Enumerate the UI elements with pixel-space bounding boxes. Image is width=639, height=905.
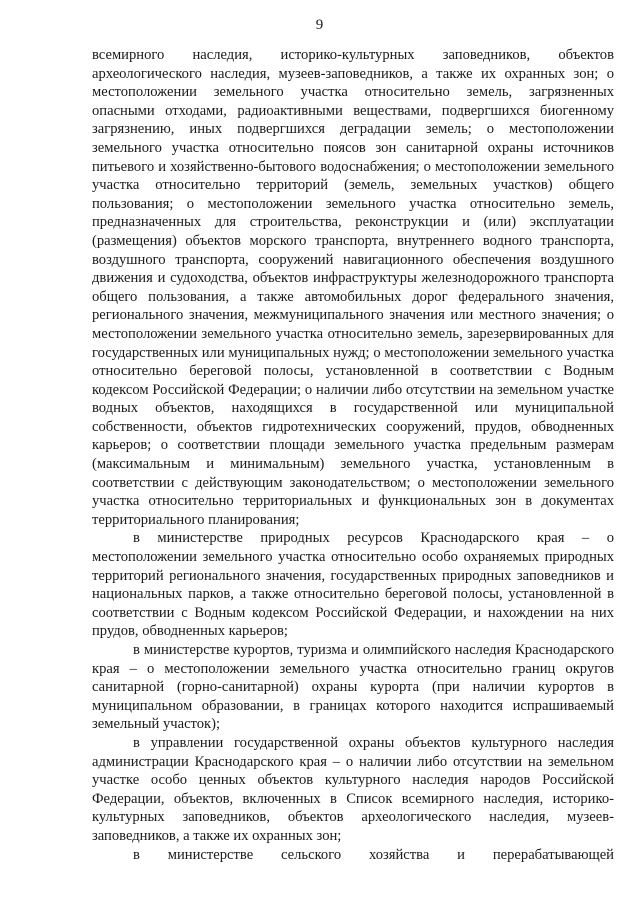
paragraph-cultural-heritage: в управлении государственной охраны объектов культурного наследия администрации Краснодарского края – о наличии либо отсутствии на земельном участке особо ценных объектов культурного наследия народов Российской Федерации, объектов, включенных в Список всемирного наследия, историко-культурных заповедников, объектов археологического наследия, музеев-заповедников, а также их охранных зон; [92,734,614,844]
page-number: 9 [315,17,324,33]
paragraph-continuation: всемирного наследия, историко-культурных заповедников, объектов археологического наследия, музеев-заповедников, а также их охранных зон; о местоположении земельного участка относительно земель, загрязненных опасными отходами, радиоактивными веществами, подвергшихся биогенному загрязнению, иных подвергшихся деградации земель; о местоположении земельного участка относительно поясов зон санитарной охраны источников питьевого и хозяйственно-бытового водоснабжения; о местоположении земельного участка относительно территорий (земель, земельных участков) общего пользования; о местоположении земельного участка относительно земель, предназначенных для строительства, реконструкции и (или) эксплуатации (размещения) объектов морского транспорта, внутреннего водного транспорта, воздушного транспорта, сооружений навигационного обеспечения воздушного движения и судоходства, объектов инфраструктуры железнодорожного транспорта общего пользования, а также автомобильных дорог федерального значения, регионального значения, межмуниципального значения или местного значения; о местоположении земельного участка относительно земель, зарезервированных для государственных или муниципальных нужд; о местоположении земельного участка относительно береговой полосы, установленной в соответствии с Водным кодексом Российской Федерации; о наличии либо отсутствии на земельном участке водных объектов, находящихся в государственной или муниципальной собственности, объектов гидротехнических сооружений, прудов, обводненных карьеров; о соответствии площади земельного участка предельным размерам (максимальным и минимальным) земельного участка, установленным в соответствии с действующим законодательством; о местоположении земельного участка относительно территориальных и функциональных зон в документах территориального планирования; [92,47,614,528]
paragraph-agriculture: в министерстве сельского хозяйства и перерабатывающей [133,846,614,863]
document-body [92,46,614,864]
paragraph-resorts-tourism: в министерстве курортов, туризма и олимпийского наследия Краснодарского края – о местоположении земельного участка относительно границ округов санитарной (горно-санитарной) охраны курорта (при наличии курортов в муниципальном образовании, в границах которого находится испрашиваемый земельный участок); [92,642,614,733]
paragraph-natural-resources: в министерстве природных ресурсов Краснодарского края – о местоположении земельного участка относительно особо охраняемых природных территорий регионального значения, государственных природных заповедников и национальных парков, а также относительно береговой полосы, установленной в соответствии с Водным кодексом Российской Федерации, и нахождении на них прудов, обводненных карьеров; [92,530,614,640]
